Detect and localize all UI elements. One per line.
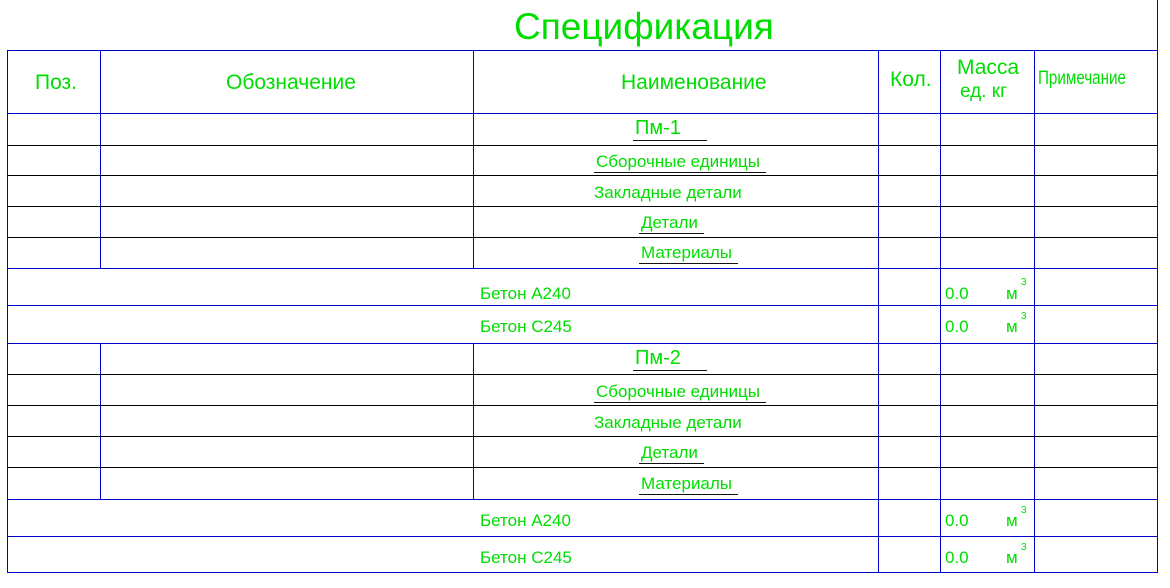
material-mass-value: 0.0 [945,317,969,336]
col-header-note: Примечание [1038,68,1126,89]
group-label-parts: Детали [639,444,704,464]
column-divider [1034,50,1035,573]
group-label-materials: Материалы [639,475,738,495]
col-header-qty: Кол. [890,68,932,91]
row-divider [7,436,1158,437]
group-label-parts: Детали [639,214,704,234]
col-header-designation: Обозначение [226,71,356,94]
table-border-bottom [7,572,1158,573]
row-divider [7,113,1158,114]
material-mass-unit: м [1006,317,1018,336]
material-mass-unit-sup: 3 [1021,542,1027,553]
material-mass-unit-sup: 3 [1021,505,1027,516]
material-mass-unit-sup: 3 [1021,311,1027,322]
col-header-mass-line2: ед. кг [960,81,1008,102]
material-mass-value: 0.0 [945,548,969,567]
row-divider [7,374,1158,375]
col-header-name: Наименование [621,71,767,94]
table-border-top [7,50,1158,51]
column-divider [473,113,474,268]
material-name: Бетон А240 [480,511,571,530]
table-border-right [1157,0,1158,573]
material-mass-value: 0.0 [945,511,969,530]
row-divider [7,499,1158,500]
row-divider [7,405,1158,406]
group-label-assemblies: Сборочные единицы [594,383,766,403]
material-mass-unit: м [1006,548,1018,567]
column-divider [100,50,101,113]
row-divider [7,268,1158,269]
row-divider [7,206,1158,207]
group-label-materials: Материалы [639,244,738,264]
material-mass-unit: м [1006,284,1018,303]
column-divider [940,50,941,573]
group-label-embedded-parts: Закладные детали [594,183,742,202]
column-divider [100,343,101,499]
row-divider [7,343,1158,344]
row-divider [7,536,1158,537]
table-border-left [7,50,8,573]
row-divider [7,305,1158,306]
spec-title: Спецификация [514,6,774,47]
section-heading: Пм-2 [633,348,707,371]
row-divider [7,175,1158,176]
section-heading: Пм-1 [633,118,707,141]
material-mass-value: 0.0 [945,284,969,303]
material-name: Бетон А240 [480,284,571,303]
material-mass-unit-sup: 3 [1021,277,1027,288]
column-divider [473,343,474,499]
material-name: Бетон С245 [480,317,572,336]
row-divider [7,467,1158,468]
col-header-pos: Поз. [35,71,77,94]
col-header-mass-line1: Масса [957,56,1020,79]
group-label-assemblies: Сборочные единицы [594,153,766,173]
group-label-embedded-parts: Закладные детали [594,413,742,432]
row-divider [7,145,1158,146]
material-mass-unit: м [1006,511,1018,530]
column-divider [878,50,879,573]
column-divider [473,50,474,113]
column-divider [100,113,101,268]
material-name: Бетон С245 [480,548,572,567]
row-divider [7,237,1158,238]
